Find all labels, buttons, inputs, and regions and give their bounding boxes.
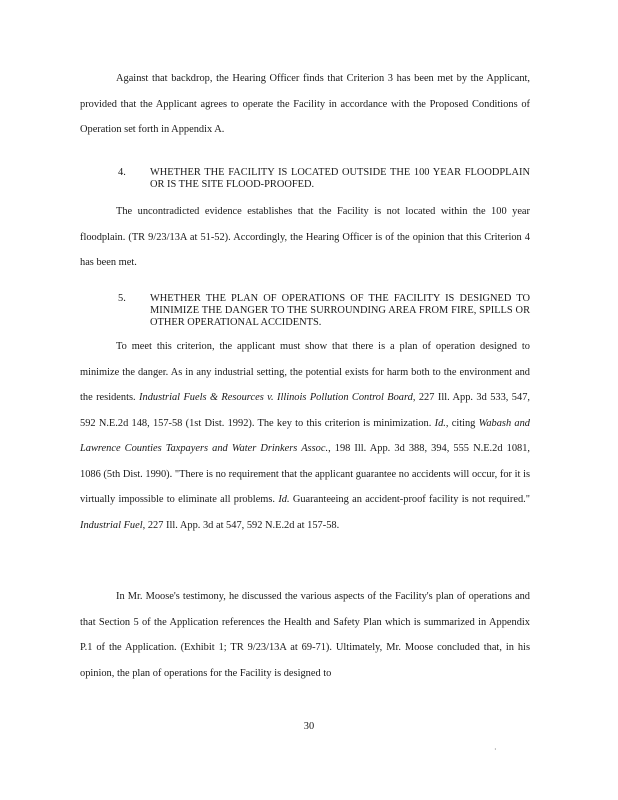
heading-number: 5. [118,293,126,304]
paragraph-criterion-5-standard [80,334,530,538]
scan-speck: · [494,745,497,754]
heading-number: 4. [118,167,126,178]
heading-criterion-4 [118,167,530,191]
text-run: , 198 Ill. App. 3d 388, 394, 555 N.E.2d 1081, 1086 (5th Dist. 1990). "There is no requirement that the applicant guarantee no accidents will occur, for it is virtually impossible to eliminate all problems. [80,443,530,505]
page-number: 30 [303,721,315,732]
text-run: , 227 Ill. App. 3d at 547, 592 N.E.2d at 157-58. [142,519,340,531]
heading-text: WHETHER THE PLAN OF OPERATIONS OF THE FACILITY IS DESIGNED TO MINIMIZE THE DANGER TO THE SURROUNDING AREA FROM FIRE, SPILLS OR OTHER OPERATIONAL ACCIDENTS. [150,293,530,328]
heading-criterion-5 [118,293,530,329]
case-citation: Industrial Fuel [80,519,143,531]
text-run: Guaranteeing an accident-proof facility is not required." [289,494,530,505]
paragraph-criterion-3-conclusion: Against that backdrop, the Hearing Officer finds that Criterion 3 has been met by the Applicant, provided that the Applicant agrees to operate the Facility in accordance with the Proposed Conditions of Operation set forth in Appendix A. [80,73,530,135]
paragraph-criterion-4-analysis: The uncontradicted evidence establishes that the Facility is not located within the 100 year floodplain. (TR 9/23/13A at 51-52). Accordingly, the Hearing Officer is of the opinion that this Criterion 4 has been met. [80,206,530,268]
case-citation: Wabash and Lawrence Counties Taxpayers and Water Drinkers Assoc. [80,417,530,454]
paragraph-moose-testimony: In Mr. Moose's testimony, he discussed the various aspects of the Facility's plan of operations and that Section 5 of the Application references the Health and Safety Plan which is summarized in Appendix P.1 of the Application. (Exhibit 1; TR 9/23/13A at 69-71). Ultimately, Mr. Moose concluded that, in his opinion, the plan of operations for the Facility is designed to [80,591,530,679]
text-run: , 227 Ill. App. 3d 533, 547, 592 N.E.2d 148, 157-58 (1st Dist. 1992). The key to this criterion is minimization. [80,392,530,429]
case-citation: Industrial Fuels & Resources v. Illinois Pollution Control Board [139,392,413,403]
heading-text: WHETHER THE FACILITY IS LOCATED OUTSIDE THE 100 YEAR FLOODPLAIN OR IS THE SITE FLOOD-PROOFED. [150,167,530,190]
id-citation: Id. [278,494,290,505]
text-run: , citing [445,417,479,429]
text-run: To meet this criterion, the applicant must show that there is a plan of operation designed to minimize the danger. As in any industrial setting, the potential exists for harm both to the environment and the residents. [80,341,530,403]
id-citation: Id. [434,417,446,429]
